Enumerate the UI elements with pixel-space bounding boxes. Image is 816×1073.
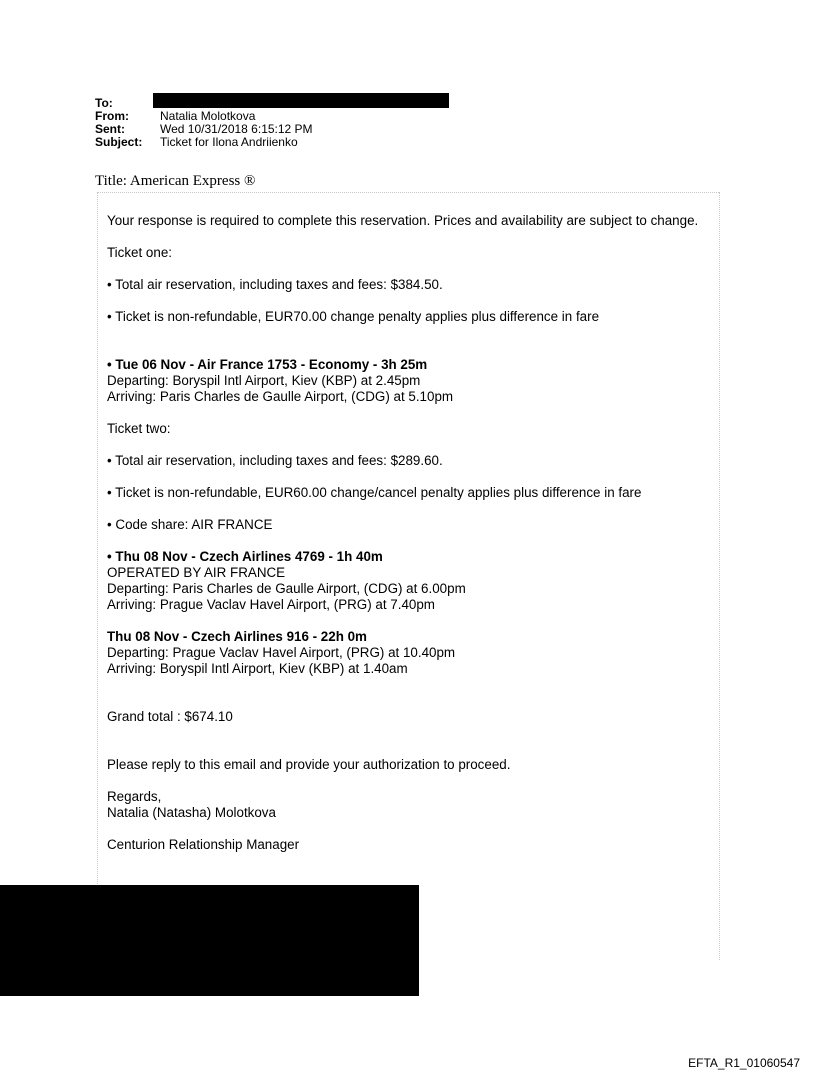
ticket-two-heading: Ticket two: (107, 421, 171, 436)
reply-request: Please reply to this email and provide your authorization to proceed. (107, 757, 511, 772)
subject-value: Ticket for Ilona Andriienko (160, 135, 298, 149)
frame-border-left (97, 192, 98, 884)
ticket-two-total: • Total air reservation, including taxes and fees: $289.60. (107, 453, 443, 468)
flight-3-departing: Departing: Prague Vaclav Havel Airport, (PRG) at 10.40pm (107, 645, 456, 660)
flight-1-arriving: Arriving: Paris Charles de Gaulle Airport, (CDG) at 5.10pm (107, 389, 454, 404)
header-subject-row (95, 136, 313, 149)
ticket-two-refund-policy: • Ticket is non-refundable, EUR60.00 change/cancel penalty applies plus difference in fare (107, 485, 642, 500)
code-share-note: • Code share: AIR FRANCE (107, 517, 273, 532)
message-title: Title: American Express ® (95, 173, 256, 189)
from-label: From: (95, 109, 129, 123)
flight-2-title: • Thu 08 Nov - Czech Airlines 4769 - 1h 40m (107, 549, 383, 564)
flight-1-departing: Departing: Boryspil Intl Airport, Kiev (KBP) at 2.45pm (107, 373, 421, 388)
to-label: To: (95, 96, 113, 110)
signature-title: Centurion Relationship Manager (107, 837, 300, 852)
signature-name: Natalia (Natasha) Molotkova (107, 805, 276, 820)
flight-1-title: • Tue 06 Nov - Air France 1753 - Economy - 3h 25m (107, 357, 428, 372)
email-header (95, 97, 313, 149)
regards: Regards, (107, 789, 162, 804)
frame-border-top (97, 192, 719, 193)
from-value: Natalia Molotkova (160, 109, 256, 123)
flight-3-title: Thu 08 Nov - Czech Airlines 916 - 22h 0m (107, 629, 367, 644)
redaction-block-signature (0, 885, 419, 996)
ticket-one-total: • Total air reservation, including taxes and fees: $384.50. (107, 277, 443, 292)
flight-2-departing: Departing: Paris Charles de Gaulle Airport, (CDG) at 6.00pm (107, 581, 466, 596)
sent-value: Wed 10/31/2018 6:15:12 PM (160, 122, 313, 136)
ticket-one-refund-policy: • Ticket is non-refundable, EUR70.00 change penalty applies plus difference in fare (107, 309, 600, 324)
document-id: EFTA_R1_01060547 (688, 1056, 800, 1070)
flight-3-arriving: Arriving: Boryspil Intl Airport, Kiev (KBP) at 1.40am (107, 661, 408, 676)
message-body (107, 213, 707, 853)
grand-total: Grand total : $674.10 (107, 709, 233, 724)
sent-label: Sent: (95, 122, 125, 136)
flight-2-arriving: Arriving: Prague Vaclav Havel Airport, (PRG) at 7.40pm (107, 597, 435, 612)
ticket-one-heading: Ticket one: (107, 245, 172, 260)
flight-2-operator: OPERATED BY AIR FRANCE (107, 565, 286, 580)
subject-label: Subject: (95, 135, 143, 149)
intro-paragraph: Your response is required to complete this reservation. Prices and availability are subject to change. (107, 213, 699, 228)
frame-border-right (719, 192, 720, 960)
